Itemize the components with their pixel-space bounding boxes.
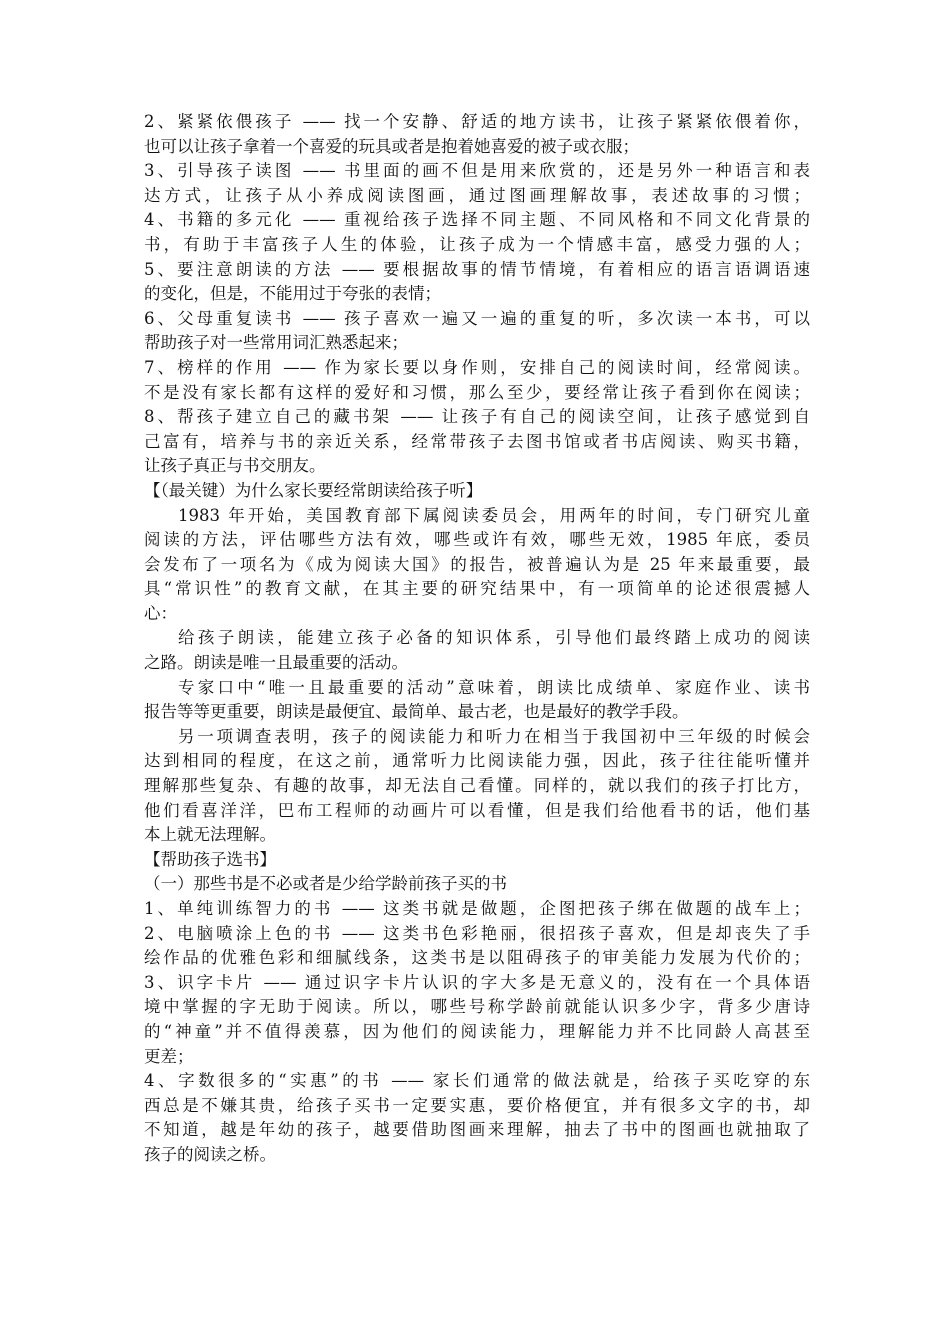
text-line: 帮助孩子对一些常用词汇熟悉起来；: [144, 333, 408, 353]
text-line: 达方式，让孩子从小养成阅读图画，通过图画理解故事，表述故事的习惯；: [144, 185, 810, 205]
text-line: 5、要注意朗读的方法 —— 要根据故事的情节情境，有着相应的语言语调语速: [144, 259, 810, 279]
text-line: 他们看喜洋洋，巴布工程师的动画片可以看懂，但是我们给他看书的话，他们基: [144, 800, 810, 820]
text-line: 另一项调查表明，孩子的阅读能力和听力在相当于我国初中三年级的时候会: [178, 726, 810, 746]
document-page: [144, 110, 810, 1168]
text-line: 孩子的阅读之桥。: [144, 1144, 276, 1164]
text-line: 之路。朗读是唯一且最重要的活动。: [144, 653, 408, 673]
text-line: 境中掌握的字无助于阅读。所以，哪些号称学龄前就能认识多少字，背多少唐诗: [144, 997, 810, 1017]
text-line: 更差；: [144, 1046, 194, 1066]
text-line: 7、榜样的作用 —— 作为家长要以身作则，安排自己的阅读时间，经常阅读。: [144, 357, 810, 377]
text-line: 的“神童”并不值得羡慕，因为他们的阅读能力，理解能力并不比同龄人高甚至: [144, 1021, 810, 1041]
text-line: 阅读的方法，评估哪些方法有效，哪些或许有效，哪些无效，1985 年底，委员: [144, 530, 810, 550]
text-line: 西总是不嫌其贵，给孩子买书一定要实惠，要价格便宜，并有很多文字的书，却: [144, 1095, 810, 1115]
text-line: 己富有，培养与书的亲近关系，经常带孩子去图书馆或者书店阅读、购买书籍，: [144, 431, 810, 451]
text-line: 也可以让孩子拿着一个喜爱的玩具或者是抱着她喜爱的被子或衣服；: [144, 136, 639, 156]
text-line: 会发布了一项名为《成为阅读大国》的报告，被普遍认为是 25 年来最重要，最: [144, 554, 810, 574]
text-line: 3、引导孩子读图 —— 书里面的画不但是用来欣赏的，还是另外一种语言和表: [144, 161, 810, 181]
text-line: 3、识字卡片 —— 通过识字卡片认识的字大多是无意义的，没有在一个具体语: [144, 972, 810, 992]
text-line: 具“常识性”的教育文献，在其主要的研究结果中，有一项简单的论述很震撼人: [144, 579, 810, 599]
text-line: 2、电脑喷涂上色的书 —— 这类书色彩艳丽，很招孩子喜欢，但是却丧失了手: [144, 923, 810, 943]
text-line: 【帮助孩子选书】: [144, 849, 276, 869]
text-line: 达到相同的程度，在这之前，通常听力比阅读能力强，因此，孩子往往能听懂并: [144, 751, 810, 771]
text-line: 本上就无法理解。: [144, 825, 276, 845]
text-line: 理解那些复杂、有趣的故事，却无法自己看懂。同样的，就以我们的孩子打比方，: [144, 776, 810, 796]
text-line: 【（最关键）为什么家长要经常朗读给孩子听】: [144, 480, 483, 500]
text-line: 让孩子真正与书交朋友。: [144, 456, 326, 476]
text-line: 8、帮孩子建立自己的藏书架 —— 让孩子有自己的阅读空间，让孩子感觉到自: [144, 407, 810, 427]
text-line: （一）那些书是不必或者是少给学龄前孩子买的书: [144, 874, 507, 894]
text-line: 专家口中“唯一且最重要的活动”意味着，朗读比成绩单、家庭作业、读书: [178, 677, 810, 697]
text-line: 书，有助于丰富孩子人生的体验，让孩子成为一个情感丰富，感受力强的人；: [144, 234, 810, 254]
text-line: 不是没有家长都有这样的爱好和习惯，那么至少，要经常让孩子看到你在阅读；: [144, 382, 810, 402]
text-line: 的变化，但是，不能用过于夸张的表情；: [144, 284, 441, 304]
text-line: 给孩子朗读，能建立孩子必备的知识体系，引导他们最终踏上成功的阅读: [178, 628, 810, 648]
text-line: 1983 年开始，美国教育部下属阅读委员会，用两年的时间，专门研究儿童: [178, 505, 810, 525]
text-line: 6、父母重复读书 —— 孩子喜欢一遍又一遍的重复的听，多次读一本书，可以: [144, 308, 810, 328]
text-line: 不知道，越是年幼的孩子，越要借助图画来理解，抽去了书中的图画也就抽取了: [144, 1120, 810, 1140]
text-line: 4、字数很多的“实惠”的书 —— 家长们通常的做法就是，给孩子买吃穿的东: [144, 1071, 810, 1091]
text-line: 2、紧紧依偎孩子 —— 找一个安静、舒适的地方读书，让孩子紧紧依偎着你，: [144, 112, 810, 131]
text-line: 1、单纯训练智力的书 —— 这类书就是做题，企图把孩子绑在做题的战车上；: [144, 899, 810, 918]
text-line: 绘作品的优雅色彩和细腻线条，这类书是以阻碍孩子的审美能力发展为代价的；: [144, 948, 810, 968]
text-line: 心：: [144, 603, 177, 623]
text-line: 报告等等更重要，朗读是最便宜、最简单、最古老，也是最好的教学手段。: [144, 702, 689, 722]
text-line: 4、书籍的多元化 —— 重视给孩子选择不同主题、不同风格和不同文化背景的: [144, 210, 810, 230]
